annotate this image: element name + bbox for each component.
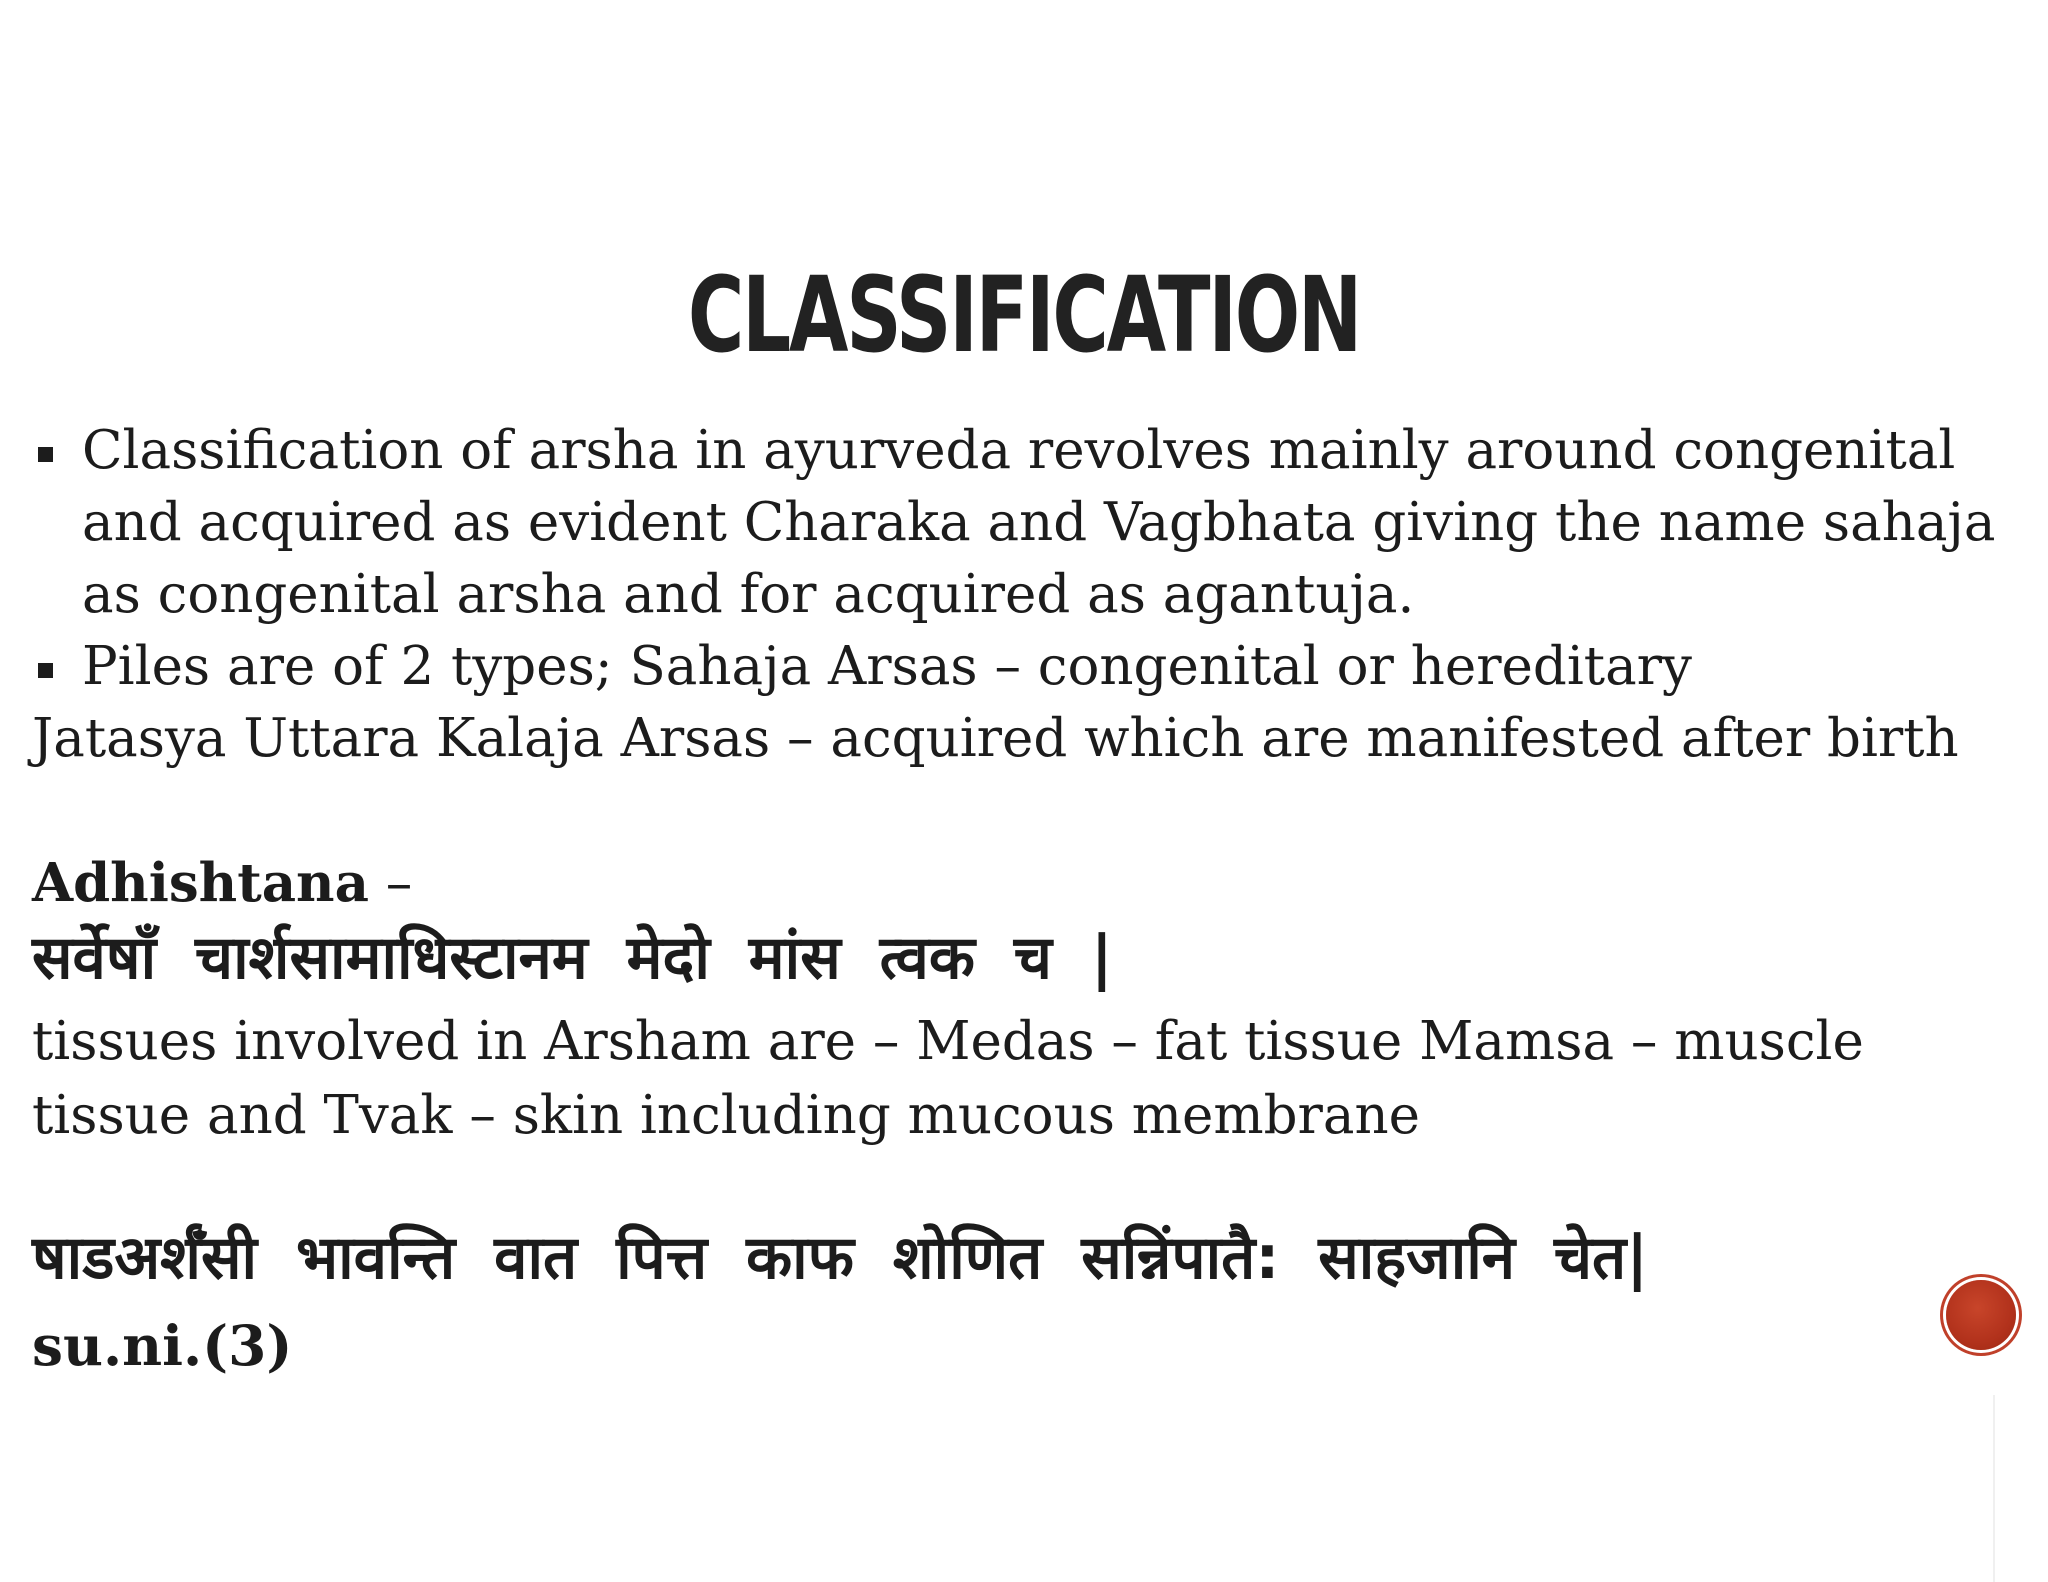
square-bullet-icon <box>38 663 53 678</box>
square-bullet-icon <box>38 447 53 462</box>
bullet-item <box>82 415 2012 631</box>
bullet-text: Classification of arsha in ayurveda revolves mainly around congenital and acquired as evident Charaka and Vagbhata giving the name sahaja as congenital arsha and for acquired as agantuja. <box>82 420 1996 625</box>
tissues-paragraph: tissues involved in Arsham are – Medas – fat tissue Mamsa – muscle tissue and Tvak – skin including mucous membrane <box>32 1011 1864 1146</box>
red-circle-decoration <box>1946 1280 2016 1350</box>
continuation-line: Jatasya Uttara Kalaja Arsas – acquired which are manifested after birth <box>32 708 1959 769</box>
reference-citation: su.ni.(3) <box>32 1313 293 1378</box>
bullet-text: Piles are of 2 types; Sahaja Arsas – congenital or hereditary <box>82 636 1692 697</box>
sanskrit-verse-adhishtana: सर्वेषाँ चार्शसामाधिस्टानम मेदो मांस त्वक च | <box>32 923 1113 993</box>
sanskrit-verse-types: षाडअर्शँसी भावन्ति वात पित्त काफ शोणित सन्निंपातै: साहजानि चेत| <box>32 1223 1649 1293</box>
decorative-vertical-line <box>1993 1395 1995 1582</box>
bullet-item <box>82 631 2012 703</box>
slide-title: CLASSIFICATION <box>687 254 1361 376</box>
adhishtana-label: Adhishtana <box>32 852 369 914</box>
adhishtana-dash: – <box>368 853 413 914</box>
bullet-list <box>0 415 2048 703</box>
adhishtana-heading <box>32 848 412 919</box>
